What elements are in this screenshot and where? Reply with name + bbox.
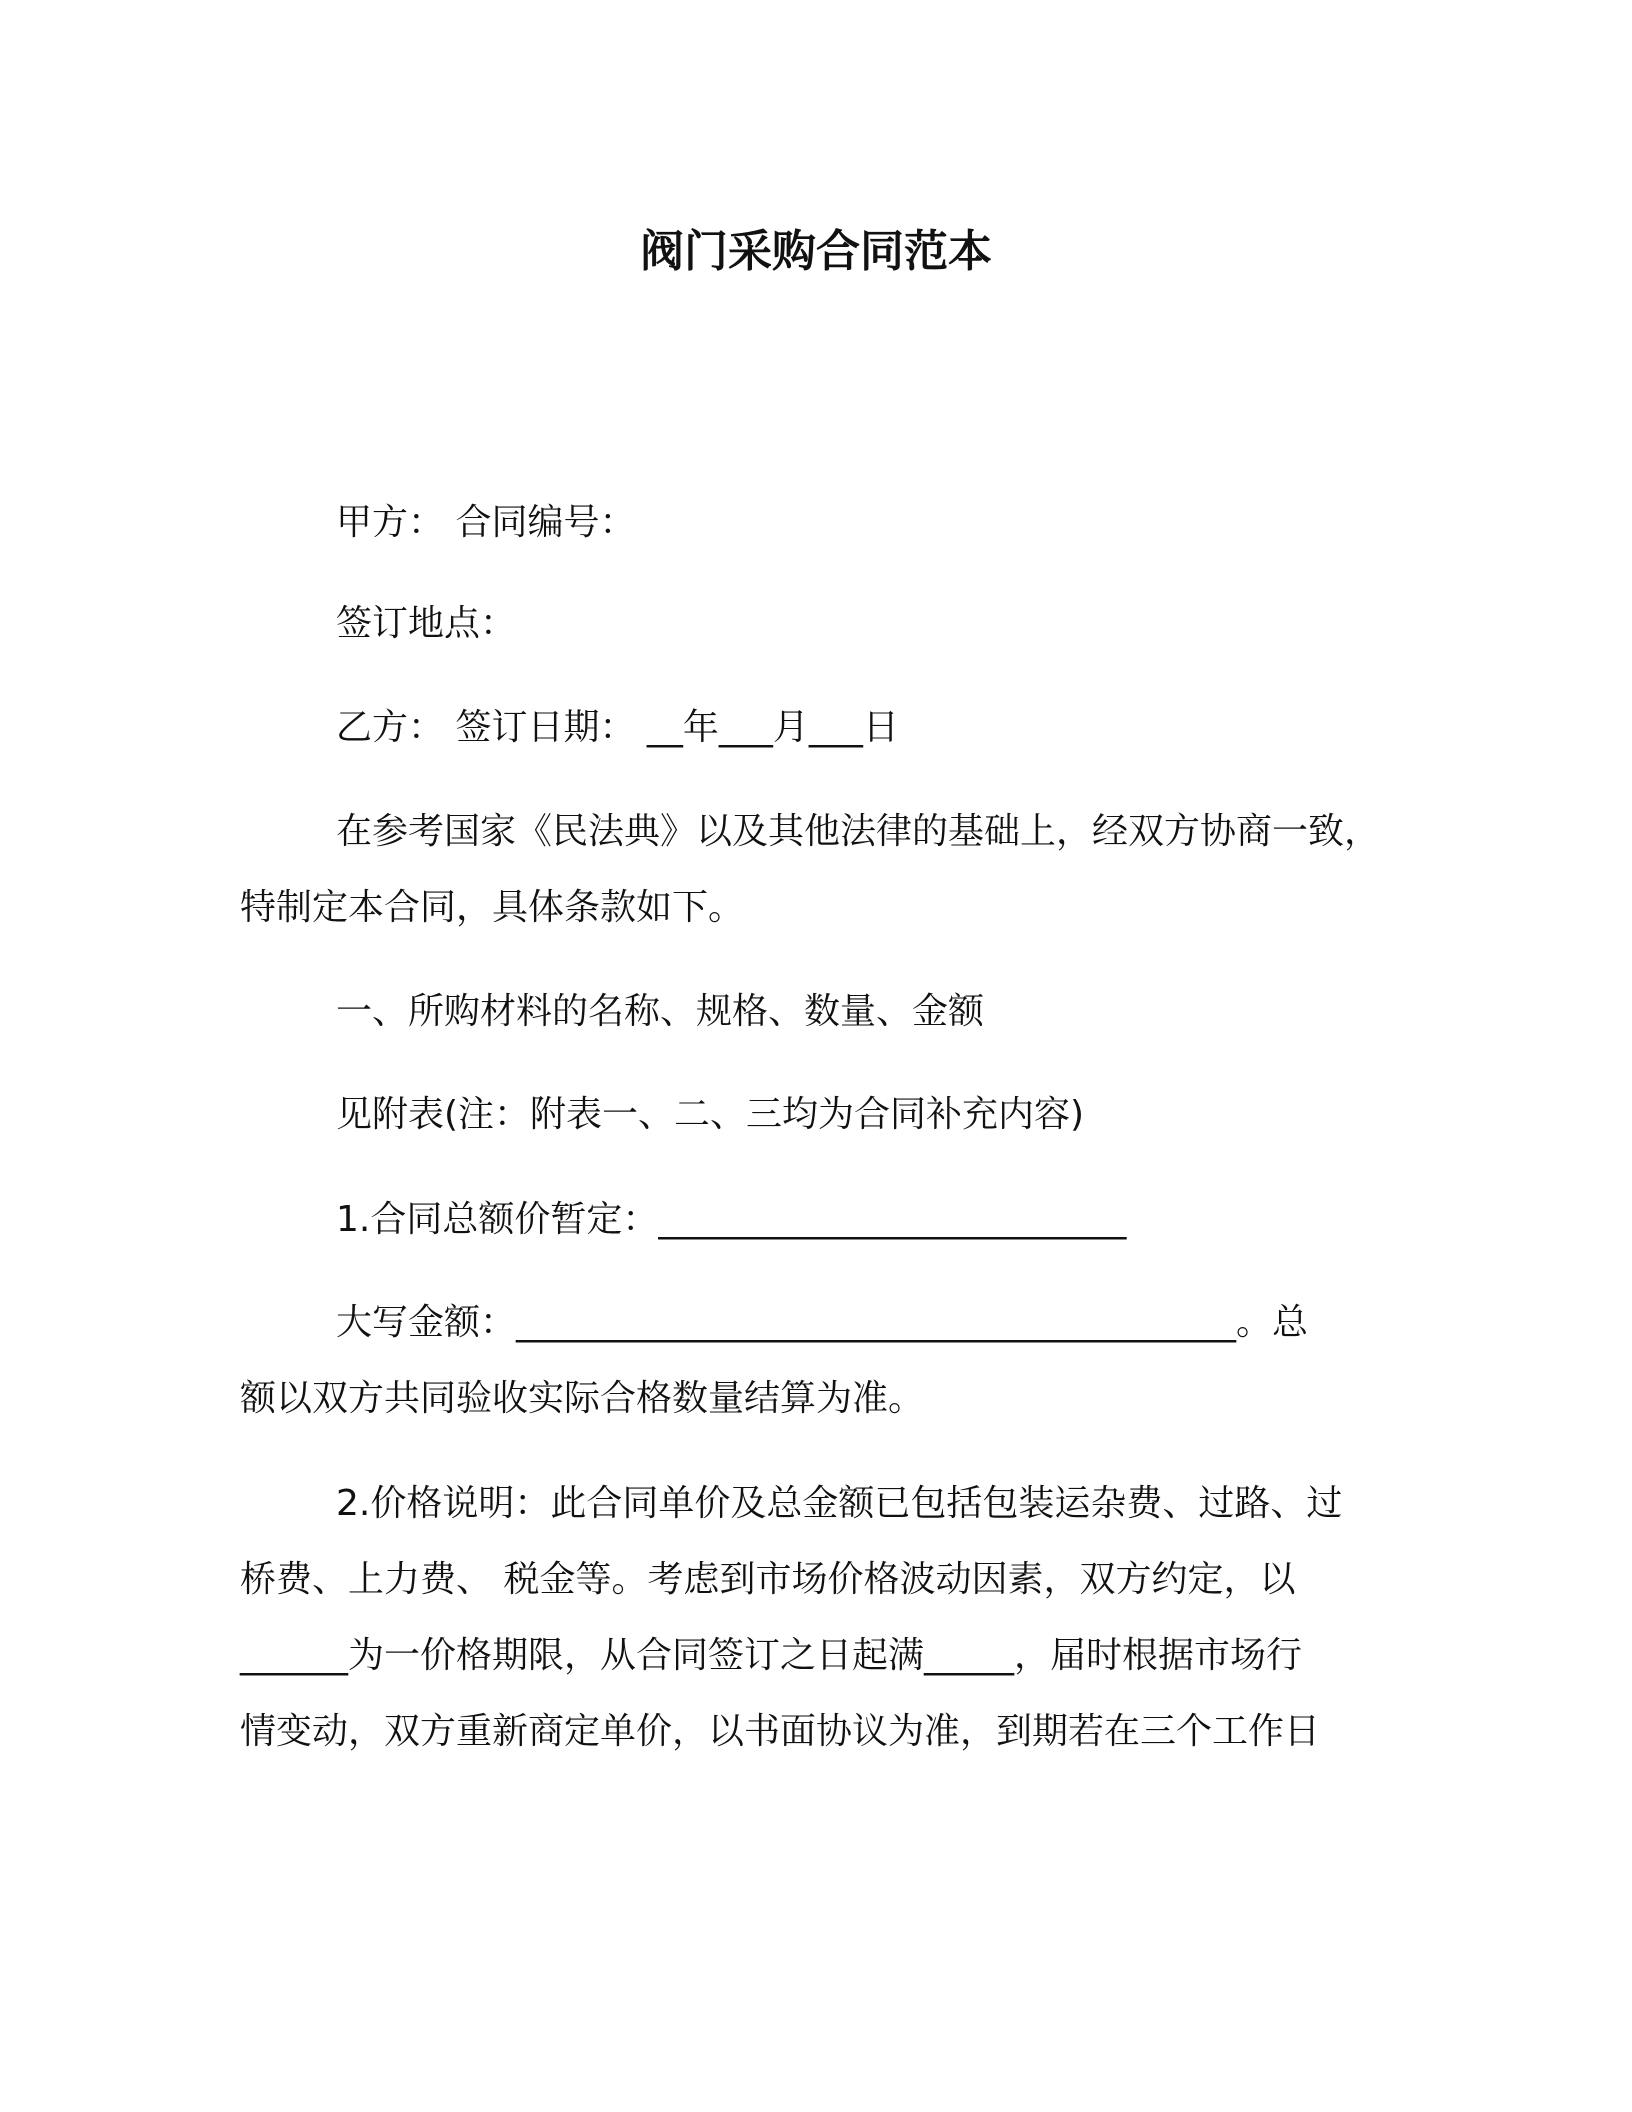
total-price-line — [240, 1182, 1390, 1258]
party-b-text: 乙方： 签订日期： __年___月___日 — [336, 707, 899, 748]
party-a-text: 甲方： 合同编号： — [336, 502, 636, 543]
sign-place-text: 签订地点： — [336, 603, 517, 644]
price-paragraph — [240, 1466, 1390, 1770]
amount-line-2: 额以双方共同验收实际合格数量结算为准。 — [240, 1378, 925, 1419]
see-table-text: 见附表(注：附表一、二、三均为合同补充内容) — [336, 1094, 1085, 1135]
price-line-2: 桥费、上力费、 税金等。考虑到市场价格波动因素，双方约定，以 — [240, 1559, 1296, 1600]
see-table-line — [240, 1077, 1390, 1153]
party-b-line — [240, 690, 1390, 766]
intro-line-2: 特制定本合同，具体条款如下。 — [240, 887, 745, 928]
page-title: 阀门采购合同范本 — [640, 226, 992, 277]
amount-line-1: 大写金额：________________________________________。总 — [336, 1302, 1309, 1343]
price-line-1: 2.价格说明：此合同单价及总金额已包括包装运杂费、过路、过 — [336, 1483, 1343, 1524]
section-1-text: 一、所购材料的名称、规格、数量、金额 — [336, 991, 985, 1032]
price-line-4: 情变动，双方重新商定单价，以书面协议为准，到期若在三个工作日 — [240, 1711, 1321, 1752]
section-1-heading — [240, 974, 1390, 1050]
amount-paragraph — [240, 1285, 1390, 1437]
sign-place-line — [240, 586, 1390, 662]
total-price-text: 1.合同总额价暂定：__________________________ — [336, 1199, 1127, 1240]
intro-paragraph — [240, 794, 1390, 946]
party-a-line — [240, 485, 1390, 561]
intro-line-1: 在参考国家《民法典》以及其他法律的基础上，经双方协商一致， — [336, 811, 1381, 852]
price-line-3: ______为一价格期限，从合同签订之日起满_____，届时根据市场行 — [240, 1635, 1303, 1676]
